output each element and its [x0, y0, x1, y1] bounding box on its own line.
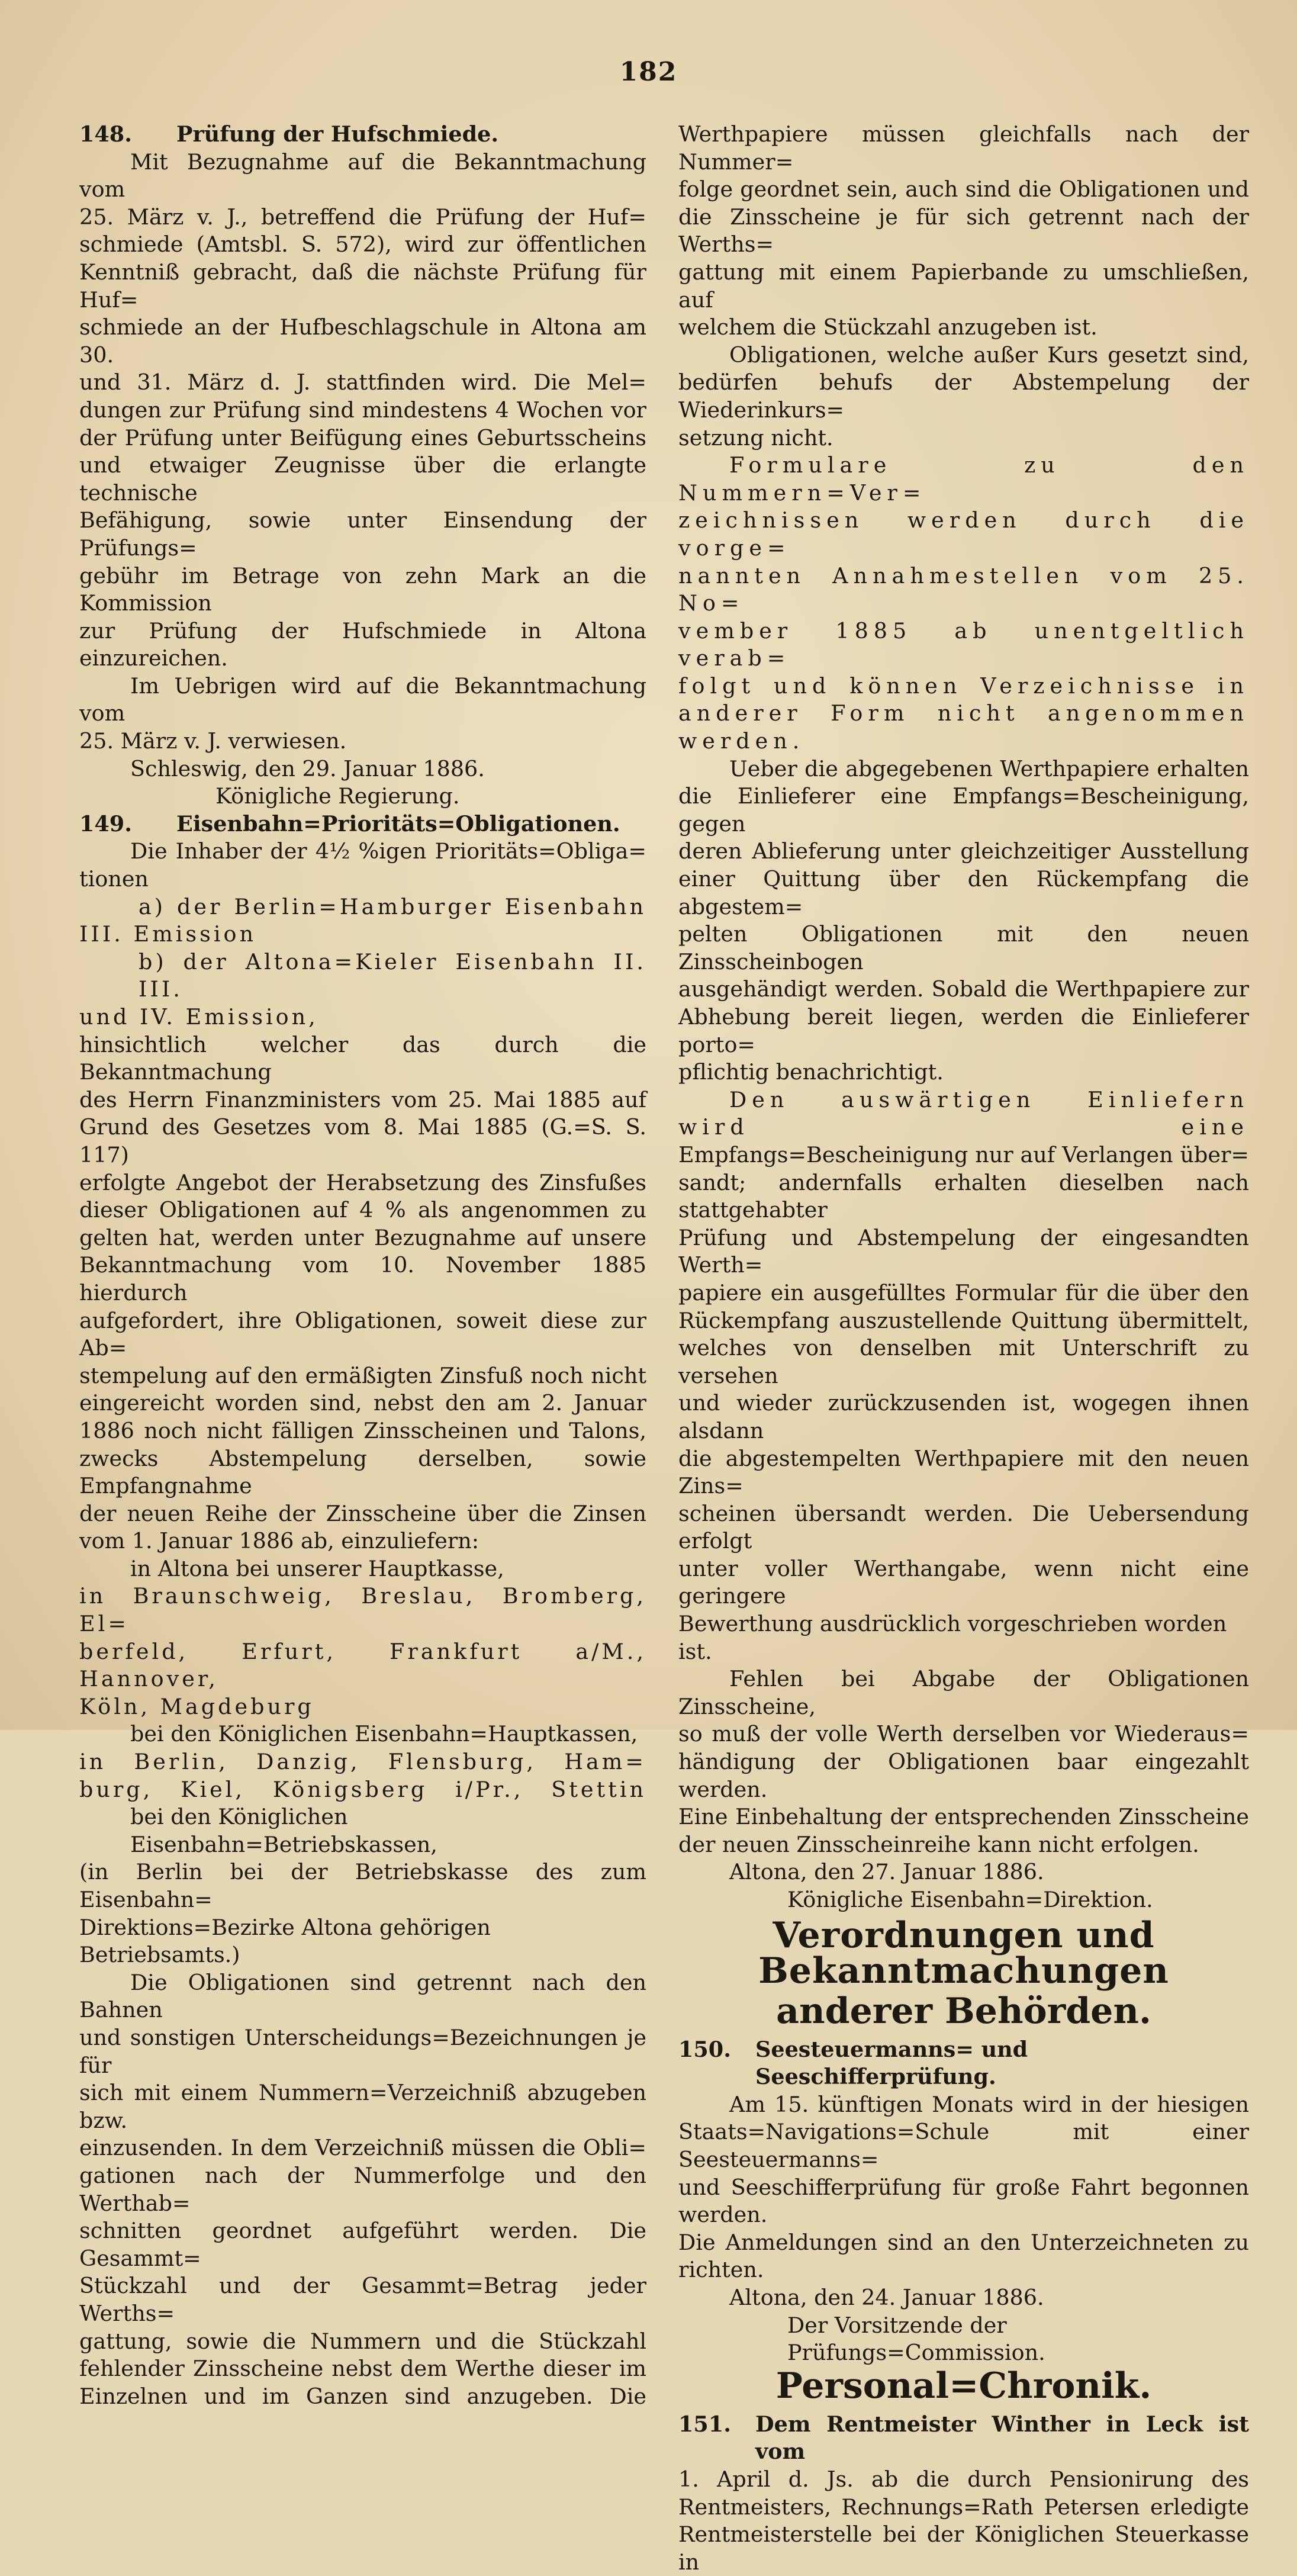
- text-line: die Zinsscheine je für sich getrennt nach der Werths=: [678, 204, 1249, 258]
- text-line: sich mit einem Nummern=Verzeichniß abzugeben bzw.: [79, 2080, 646, 2133]
- text-line: zeichnissen werden durch die vorge=: [678, 507, 1249, 561]
- place-date: Altona, den 27. Januar 1886.: [729, 1859, 1044, 1885]
- text-line: Empfangs=Bescheinigung nur auf Verlangen über=: [678, 1141, 1249, 1168]
- signature: Königliche Eisenbahn=Direktion.: [787, 1887, 1153, 1912]
- place-line: bei den Königlichen Eisenbahn=Hauptkassen,: [130, 1721, 638, 1747]
- text-line: Bewerthung ausdrücklich vorgeschrieben worden ist.: [678, 1611, 1227, 1664]
- text-line: erfolgte Angebot der Herabsetzung des Zinsfußes: [79, 1169, 646, 1195]
- text-line: ausgehändigt werden. Sobald die Werthpapiere zur: [678, 976, 1249, 1002]
- text-line: und wieder zurückzusenden ist, wogegen ihnen alsdann: [678, 1390, 1249, 1443]
- text-line: Direktions=Bezirke Altona gehörigen Betriebsamts.): [79, 1914, 491, 1968]
- place-line: in Altona bei unserer Hauptkasse,: [130, 1555, 504, 1581]
- text-line: vom 1. Januar 1886 ab, einzuliefern:: [79, 1528, 479, 1554]
- text-line: folgt und können Verzeichnisse in: [678, 673, 1249, 699]
- text-line: Kenntniß gebracht, daß die nächste Prüfung für Huf=: [79, 259, 646, 313]
- text-line: Befähigung, sowie unter Einsendung der Prüfungs=: [79, 507, 646, 561]
- section-number: 151.: [678, 2411, 731, 2437]
- text-line: schmiede (Amtsbl. S. 572), wird zur öffentlichen: [79, 231, 646, 258]
- text-line: vember 1885 ab unentgeltlich verab=: [678, 618, 1249, 671]
- section-title: Seesteuermanns= und Seeschifferprüfung.: [755, 2036, 1028, 2090]
- text-line: hinsichtlich welcher das durch die Bekanntmachung: [79, 1031, 646, 1085]
- text-line: 1886 noch nicht fälligen Zinsscheinen und Talons,: [79, 1417, 646, 1443]
- text-line: händigung der Obligationen baar eingezahlt werden.: [678, 1749, 1249, 1802]
- text-line: welchem die Stückzahl anzugeben ist.: [678, 314, 1098, 340]
- left-column: [79, 121, 646, 2410]
- section-number: 149.: [79, 811, 132, 837]
- text-line: Abhebung bereit liegen, werden die Einlieferer porto=: [678, 1004, 1249, 1057]
- text-line: gattung, sowie die Nummern und die Stückzahl: [79, 2328, 646, 2354]
- section-149-heading: [79, 811, 646, 838]
- section-heading: anderer Behörden.: [776, 1990, 1151, 2032]
- text-line: Die Anmeldungen sind an den Unterzeichneten zu richten.: [678, 2229, 1249, 2283]
- place-date: Schleswig, den 29. Januar 1886.: [130, 755, 485, 782]
- text-line: stempelung auf den ermäßigten Zinsfuß noch nicht: [79, 1362, 646, 1388]
- place-line: in Berlin, Danzig, Flensburg, Ham=: [79, 1749, 646, 1775]
- text-line: Stückzahl und der Gesammt=Betrag jeder Werths=: [79, 2273, 646, 2326]
- place-date: Altona, den 24. Januar 1886.: [729, 2284, 1044, 2310]
- section-heading: Personal=Chronik.: [775, 2365, 1152, 2407]
- text-line: die abgestempelten Werthpapiere mit den neuen Zins=: [678, 1445, 1249, 1499]
- text-line: gebühr im Betrage von zehn Mark an die Kommission: [79, 562, 646, 616]
- text-line: zur Prüfung der Hufschmiede in Altona einzureichen.: [79, 618, 646, 671]
- text-line: 25. März v. J., betreffend die Prüfung der Huf=: [79, 204, 646, 230]
- signature: Königliche Regierung.: [215, 783, 460, 809]
- place-line: Köln, Magdeburg: [79, 1693, 314, 1719]
- text-line: einzusenden. In dem Verzeichniß müssen die Obli=: [79, 2135, 646, 2161]
- text-line: der neuen Reihe der Zinsscheine über die Zinsen: [79, 1500, 646, 1526]
- text-line: Obligationen, welche außer Kurs gesetzt sind,: [729, 342, 1249, 368]
- place-line: berfeld, Erfurt, Frankfurt a/M., Hannover,: [79, 1638, 646, 1692]
- text-line: Einzelnen und im Ganzen sind anzugeben. Die: [79, 2383, 646, 2409]
- section-151-heading: [678, 2411, 1249, 2466]
- text-line: der neuen Zinsscheinreihe kann nicht erfolgen.: [678, 1831, 1199, 1857]
- text-line: gelten hat, werden unter Bezugnahme auf unsere: [79, 1224, 646, 1250]
- text-line: Die Inhaber der 4½ %igen Prioritäts=Obliga=: [130, 838, 646, 864]
- page-number: 182: [619, 57, 678, 87]
- text-line: die Einlieferer eine Empfangs=Bescheinigung, gegen: [678, 783, 1249, 837]
- list-item: und IV. Emission,: [79, 1004, 318, 1030]
- text-line: Staats=Navigations=Schule mit einer Seesteuermanns=: [678, 2119, 1249, 2172]
- text-line: bedürfen behufs der Abstempelung der Wiederinkurs=: [678, 369, 1249, 423]
- text-line: schmiede an der Hufbeschlagschule in Altona am 30.: [79, 314, 646, 368]
- text-line: Rückempfang auszustellende Quittung übermittelt,: [678, 1307, 1249, 1333]
- text-line: Fehlen bei Abgabe der Obligationen Zinsscheine,: [678, 1666, 1249, 1719]
- text-line: und etwaiger Zeugnisse über die erlangte technische: [79, 452, 646, 506]
- text-line: Im Uebrigen wird auf die Bekanntmachung vom: [79, 673, 646, 726]
- text-line: und Seeschifferprüfung für große Fahrt begonnen werden.: [678, 2174, 1249, 2228]
- text-line: Dem Rentmeister Winther in Leck ist vom: [755, 2411, 1249, 2465]
- text-line: Bekanntmachung vom 10. November 1885 hierdurch: [79, 1252, 646, 1305]
- text-line: des Herrn Finanzministers vom 25. Mai 1885 auf: [79, 1086, 646, 1112]
- section-148-heading: [79, 121, 646, 149]
- text-line: papiere ein ausgefülltes Formular für die über den: [678, 1279, 1249, 1305]
- text-line: Am 15. künftigen Monats wird in der hiesigen: [729, 2091, 1249, 2117]
- text-line: dungen zur Prüfung sind mindestens 4 Wochen vor: [79, 397, 646, 423]
- text-line: pflichtig benachrichtigt.: [678, 1059, 944, 1085]
- text-line: fehlender Zinsscheine nebst dem Werthe dieser im: [79, 2356, 646, 2382]
- right-column: [678, 121, 1249, 2576]
- text-line: Prüfung und Abstempelung der eingesandten Werth=: [678, 1224, 1249, 1278]
- list-item: a) der Berlin=Hamburger Eisenbahn: [139, 893, 646, 919]
- text-line: Ueber die abgegebenen Werthpapiere erhalten: [729, 755, 1249, 782]
- place-line: burg, Kiel, Königsberg i/Pr., Stettin: [79, 1776, 646, 1802]
- section-150-heading: [678, 2036, 1249, 2091]
- text-line: der Prüfung unter Beifügung eines Geburtsscheins: [79, 424, 646, 451]
- text-line: Rentmeisters, Rechnungs=Rath Petersen erledigte: [678, 2494, 1249, 2520]
- text-line: Formulare zu den Nummern=Ver=: [678, 452, 1249, 506]
- place-line: in Braunschweig, Breslau, Bromberg, El=: [79, 1583, 646, 1637]
- text-line: 1. April d. Js. ab die durch Pensionirung des: [678, 2466, 1249, 2492]
- text-line: setzung nicht.: [678, 424, 833, 451]
- text-line: gationen nach der Nummerfolge und den Werthab=: [79, 2162, 646, 2216]
- text-line: welches von denselben mit Unterschrift zu versehen: [678, 1335, 1249, 1388]
- text-line: schnitten geordnet aufgeführt werden. Die Gesammt=: [79, 2218, 646, 2271]
- signature: Der Vorsitzende der Prüfungs=Commission.: [787, 2312, 1045, 2366]
- section-number: 150.: [678, 2036, 731, 2062]
- text-line: Die Obligationen sind getrennt nach den Bahnen: [79, 1969, 646, 2023]
- text-line: eingereicht worden sind, nebst den am 2. Januar: [79, 1390, 646, 1416]
- text-line: anderer Form nicht angenommen: [678, 700, 1249, 726]
- text-line: so muß der volle Werth derselben vor Wiederaus=: [678, 1721, 1249, 1747]
- text-line: Werthpapiere müssen gleichfalls nach der Nummer=: [678, 121, 1249, 175]
- text-line: scheinen übersandt werden. Die Uebersendung erfolgt: [678, 1500, 1249, 1554]
- text-line: Mit Bezugnahme auf die Bekanntmachung vom: [79, 149, 646, 202]
- text-line: Den auswärtigen Einliefern wird eine: [678, 1086, 1249, 1140]
- list-item: b) der Altona=Kieler Eisenbahn II. III.: [139, 948, 646, 1002]
- section-number: 148.: [79, 121, 132, 147]
- text-line: Eine Einbehaltung der entsprechenden Zinsscheine: [678, 1804, 1249, 1830]
- text-line: pelten Obligationen mit den neuen Zinsscheinbogen: [678, 921, 1249, 975]
- text-line: und 31. März d. J. stattfinden wird. Die Mel=: [79, 369, 646, 395]
- text-line: einer Quittung über den Rückempfang die abgestem=: [678, 866, 1249, 919]
- section-title: Eisenbahn=Prioritäts=Obligationen.: [176, 811, 620, 837]
- text-line: tionen: [79, 866, 149, 892]
- text-line: Grund des Gesetzes vom 8. Mai 1885 (G.=S. S. 117): [79, 1114, 646, 1168]
- text-line: Rentmeisterstelle bei der Königlichen Steuerkasse in: [678, 2522, 1249, 2575]
- text-line: nannten Annahmestellen vom 25. No=: [678, 562, 1249, 616]
- text-line: sandt; andernfalls erhalten dieselben nach stattgehabter: [678, 1169, 1249, 1223]
- text-line: deren Ablieferung unter gleichzeitiger Ausstellung: [678, 838, 1249, 864]
- section-title: Prüfung der Hufschmiede.: [176, 121, 499, 147]
- text-line: dieser Obligationen auf 4 % als angenommen zu: [79, 1197, 646, 1223]
- text-line: zwecks Abstempelung derselben, sowie Empfangnahme: [79, 1445, 646, 1499]
- place-line: bei den Königlichen Eisenbahn=Betriebskassen,: [130, 1804, 437, 1857]
- text-line: (in Berlin bei der Betriebskasse des zum Eisenbahn=: [79, 1859, 646, 1912]
- text-line: unter voller Werthangabe, wenn nicht eine geringere: [678, 1555, 1249, 1609]
- section-heading: Verordnungen und Bekanntmachungen: [758, 1914, 1169, 1992]
- text-line: 25. März v. J. verwiesen.: [79, 728, 347, 754]
- text-line: und sonstigen Unterscheidungs=Bezeichnungen je für: [79, 2024, 646, 2078]
- list-item: III. Emission: [79, 921, 257, 947]
- text-line: folge geordnet sein, auch sind die Obligationen und: [678, 176, 1249, 202]
- text-line: werden.: [678, 728, 805, 754]
- text-line: aufgefordert, ihre Obligationen, soweit diese zur Ab=: [79, 1307, 646, 1361]
- text-line: gattung mit einem Papierbande zu umschließen, auf: [678, 259, 1249, 313]
